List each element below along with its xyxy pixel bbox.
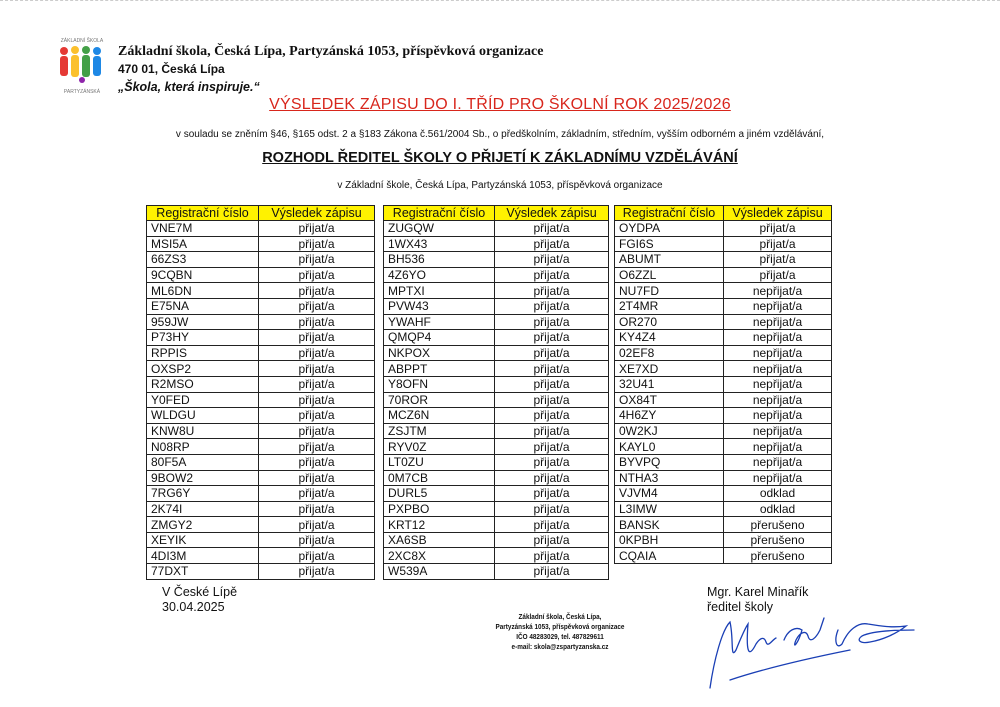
school-logo (56, 36, 108, 96)
registration-number: ZUGQW (384, 221, 495, 237)
registration-number: XA6SB (384, 532, 495, 548)
logo-bottom-text: PARTYZÁNSKÁ (63, 89, 101, 95)
registration-number: 0W2KJ (615, 423, 724, 439)
table-row (147, 423, 375, 439)
enrollment-result: nepřijat/a (724, 408, 832, 424)
registration-number: ML6DN (147, 283, 259, 299)
legal-basis: v souladu se zněním §46, §165 odst. 2 a §183 Zákona č.561/2004 Sb., o předškolním, základním, středním, vyšším odborném a jiném vzdělávání, (175, 129, 825, 140)
table-row (615, 548, 832, 564)
school-address: 470 01, Česká Lípa (118, 62, 225, 76)
col-header-result: Výsledek zápisu (259, 206, 375, 221)
enrollment-result: přijat/a (259, 345, 375, 361)
table-row (615, 423, 832, 439)
registration-number: 66ZS3 (147, 252, 259, 268)
enrollment-result: odklad (724, 486, 832, 502)
table-row (384, 252, 609, 268)
enrollment-result: přijat/a (495, 423, 609, 439)
registration-number: 7RG6Y (147, 486, 259, 502)
table-row (147, 252, 375, 268)
table-row (615, 517, 832, 533)
registration-number: W539A (384, 564, 495, 580)
registration-number: OYDPA (615, 221, 724, 237)
table-row (615, 283, 832, 299)
registration-number: NKPOX (384, 345, 495, 361)
table-row (384, 221, 609, 237)
enrollment-result: přerušeno (724, 532, 832, 548)
enrollment-result: nepřijat/a (724, 470, 832, 486)
table-row (147, 501, 375, 517)
results-table-1 (146, 205, 375, 580)
enrollment-result: přijat/a (495, 501, 609, 517)
table-row (384, 408, 609, 424)
school-stamp (492, 612, 628, 652)
stamp-line: IČO 48283029, tel. 487829611 (516, 632, 604, 641)
table-row (147, 392, 375, 408)
enrollment-result: přijat/a (724, 252, 832, 268)
page-top-edge (0, 0, 1000, 1)
enrollment-result: přijat/a (724, 236, 832, 252)
registration-number: 77DXT (147, 564, 259, 580)
registration-number: XE7XD (615, 361, 724, 377)
enrollment-result: přijat/a (495, 298, 609, 314)
enrollment-result: přerušeno (724, 548, 832, 564)
registration-number: MCZ6N (384, 408, 495, 424)
table-row (384, 532, 609, 548)
table-row (384, 439, 609, 455)
document-title: VÝSLEDEK ZÁPISU DO I. TŘÍD PRO ŠKOLNÍ ROK 2025/2026 (269, 96, 731, 113)
table-row (147, 314, 375, 330)
registration-number: DURL5 (384, 486, 495, 502)
table-row (384, 423, 609, 439)
enrollment-result: přijat/a (259, 314, 375, 330)
col-header-result: Výsledek zápisu (495, 206, 609, 221)
registration-number: ABUMT (615, 252, 724, 268)
registration-number: BYVPQ (615, 454, 724, 470)
enrollment-result: přijat/a (259, 517, 375, 533)
registration-number: KNW8U (147, 423, 259, 439)
enrollment-result: přijat/a (259, 361, 375, 377)
registration-number: 2T4MR (615, 298, 724, 314)
place: V České Lípě (162, 585, 238, 599)
registration-number: VNE7M (147, 221, 259, 237)
enrollment-result: přijat/a (259, 330, 375, 346)
decision-heading: ROZHODL ŘEDITEL ŠKOLY O PŘIJETÍ K ZÁKLADNÍMU VZDĚLÁVÁNÍ (262, 150, 738, 166)
school-line: v Základní škole, Česká Lípa, Partyzánská 1053, příspěvková organizace (337, 180, 663, 191)
table-row (615, 376, 832, 392)
table-row (384, 298, 609, 314)
table-row (615, 392, 832, 408)
table-row (615, 408, 832, 424)
enrollment-result: přijat/a (495, 283, 609, 299)
enrollment-result: přijat/a (495, 252, 609, 268)
enrollment-result: přijat/a (259, 423, 375, 439)
registration-number: FGI6S (615, 236, 724, 252)
enrollment-result: přijat/a (259, 564, 375, 580)
stamp-line: e-mail: skola@zspartyzanska.cz (511, 642, 609, 651)
enrollment-result: přijat/a (495, 314, 609, 330)
table-row (384, 517, 609, 533)
registration-number: ZSJTM (384, 423, 495, 439)
table-row (615, 345, 832, 361)
table-row (615, 314, 832, 330)
enrollment-result: přijat/a (495, 517, 609, 533)
registration-number: 4H6ZY (615, 408, 724, 424)
table-row (147, 408, 375, 424)
enrollment-result: přijat/a (495, 486, 609, 502)
results-table-2 (383, 205, 609, 580)
school-name: Základní škola, Česká Lípa, Partyzánská 1053, příspěvková organizace (118, 44, 544, 59)
table-row (384, 361, 609, 377)
enrollment-result: přijat/a (259, 548, 375, 564)
signatory-name: Mgr. Karel Minařík (707, 585, 809, 599)
enrollment-result: přijat/a (259, 454, 375, 470)
table-row (384, 470, 609, 486)
enrollment-result: přijat/a (724, 267, 832, 283)
enrollment-result: přijat/a (495, 392, 609, 408)
enrollment-result: přijat/a (259, 486, 375, 502)
enrollment-result: nepřijat/a (724, 314, 832, 330)
registration-number: RYV0Z (384, 439, 495, 455)
enrollment-result: přijat/a (495, 439, 609, 455)
col-header-reg: Registrační číslo (615, 206, 724, 221)
registration-number: 2XC8X (384, 548, 495, 564)
table-row (147, 330, 375, 346)
registration-number: PXPBO (384, 501, 495, 517)
table-row (384, 564, 609, 580)
registration-number: R2MSO (147, 376, 259, 392)
registration-number: 32U41 (615, 376, 724, 392)
table-row (615, 486, 832, 502)
enrollment-result: přerušeno (724, 517, 832, 533)
table-row (615, 330, 832, 346)
registration-number: OR270 (615, 314, 724, 330)
enrollment-result: přijat/a (495, 548, 609, 564)
enrollment-result: přijat/a (495, 408, 609, 424)
table-row (147, 454, 375, 470)
enrollment-result: přijat/a (259, 439, 375, 455)
table-row (615, 501, 832, 517)
stamp-line: Základní škola, Česká Lípa, (518, 612, 602, 621)
enrollment-result: přijat/a (259, 283, 375, 299)
registration-number: 80F5A (147, 454, 259, 470)
table-row (147, 439, 375, 455)
table-row (615, 298, 832, 314)
registration-number: 70ROR (384, 392, 495, 408)
table-row (615, 454, 832, 470)
registration-number: OX84T (615, 392, 724, 408)
registration-number: 02EF8 (615, 345, 724, 361)
registration-number: N08RP (147, 439, 259, 455)
enrollment-result: nepřijat/a (724, 283, 832, 299)
place-date (162, 585, 237, 615)
registration-number: 0KPBH (615, 532, 724, 548)
table-row (384, 501, 609, 517)
registration-number: QMQP4 (384, 330, 495, 346)
enrollment-result: nepřijat/a (724, 392, 832, 408)
registration-number: MSI5A (147, 236, 259, 252)
enrollment-result: nepřijat/a (724, 376, 832, 392)
enrollment-result: přijat/a (495, 376, 609, 392)
enrollment-result: nepřijat/a (724, 454, 832, 470)
enrollment-result: nepřijat/a (724, 330, 832, 346)
registration-number: KAYL0 (615, 439, 724, 455)
registration-number: BH536 (384, 252, 495, 268)
table-row (147, 236, 375, 252)
registration-number: VJVM4 (615, 486, 724, 502)
table-row (384, 345, 609, 361)
table-row (384, 283, 609, 299)
registration-number: 2K74I (147, 501, 259, 517)
enrollment-result: nepřijat/a (724, 361, 832, 377)
enrollment-result: přijat/a (259, 267, 375, 283)
registration-number: Y8OFN (384, 376, 495, 392)
enrollment-result: přijat/a (495, 267, 609, 283)
table-row (615, 361, 832, 377)
table-row (384, 267, 609, 283)
registration-number: XEYIK (147, 532, 259, 548)
registration-number: Y0FED (147, 392, 259, 408)
enrollment-result: přijat/a (724, 221, 832, 237)
enrollment-result: přijat/a (259, 392, 375, 408)
school-motto: „Škola, která inspiruje.“ (118, 80, 260, 94)
table-row (615, 267, 832, 283)
registration-number: P73HY (147, 330, 259, 346)
signatory-role: ředitel školy (707, 600, 773, 614)
registration-number: ZMGY2 (147, 517, 259, 533)
enrollment-result: přijat/a (259, 376, 375, 392)
enrollment-result: nepřijat/a (724, 423, 832, 439)
registration-number: O6ZZL (615, 267, 724, 283)
table-row (615, 470, 832, 486)
registration-number: 0M7CB (384, 470, 495, 486)
registration-number: KRT12 (384, 517, 495, 533)
registration-number: YWAHF (384, 314, 495, 330)
col-header-result: Výsledek zápisu (724, 206, 832, 221)
enrollment-result: přijat/a (495, 454, 609, 470)
registration-number: NTHA3 (615, 470, 724, 486)
table-row (384, 486, 609, 502)
registration-number: E75NA (147, 298, 259, 314)
enrollment-result: přijat/a (259, 470, 375, 486)
table-row (384, 314, 609, 330)
enrollment-result: přijat/a (495, 564, 609, 580)
enrollment-result: nepřijat/a (724, 345, 832, 361)
table-row (615, 532, 832, 548)
enrollment-result: nepřijat/a (724, 439, 832, 455)
table-row (147, 361, 375, 377)
enrollment-result: přijat/a (259, 408, 375, 424)
enrollment-result: odklad (724, 501, 832, 517)
registration-number: 9BOW2 (147, 470, 259, 486)
table-row (147, 470, 375, 486)
table-row (147, 267, 375, 283)
col-header-reg: Registrační číslo (147, 206, 259, 221)
registration-number: 4DI3M (147, 548, 259, 564)
table-row (147, 517, 375, 533)
registration-number: 9CQBN (147, 267, 259, 283)
table-row (147, 548, 375, 564)
table-row (147, 298, 375, 314)
table-row (384, 548, 609, 564)
logo-top-text: ZÁKLADNÍ ŠKOLA (60, 38, 104, 44)
registration-number: WLDGU (147, 408, 259, 424)
table-row (384, 236, 609, 252)
enrollment-result: přijat/a (495, 361, 609, 377)
registration-number: 1WX43 (384, 236, 495, 252)
enrollment-result: přijat/a (259, 532, 375, 548)
table-row (147, 221, 375, 237)
enrollment-result: přijat/a (495, 470, 609, 486)
table-row (615, 221, 832, 237)
enrollment-result: přijat/a (259, 298, 375, 314)
registration-number: ABPPT (384, 361, 495, 377)
table-row (147, 486, 375, 502)
registration-number: BANSK (615, 517, 724, 533)
date: 30.04.2025 (162, 600, 225, 614)
stamp-line: Partyzánská 1053, příspěvková organizace (495, 622, 625, 631)
table-row (384, 330, 609, 346)
registration-number: LT0ZU (384, 454, 495, 470)
registration-number: NU7FD (615, 283, 724, 299)
registration-number: RPPIS (147, 345, 259, 361)
table-row (615, 236, 832, 252)
enrollment-result: přijat/a (259, 236, 375, 252)
results-table-3 (614, 205, 832, 564)
enrollment-result: přijat/a (259, 221, 375, 237)
table-row (147, 376, 375, 392)
col-header-reg: Registrační číslo (384, 206, 495, 221)
enrollment-result: přijat/a (495, 532, 609, 548)
table-row (147, 283, 375, 299)
registration-number: 959JW (147, 314, 259, 330)
table-row (384, 454, 609, 470)
registration-number: KY4Z4 (615, 330, 724, 346)
enrollment-result: přijat/a (495, 221, 609, 237)
table-row (147, 532, 375, 548)
registration-number: OXSP2 (147, 361, 259, 377)
enrollment-result: přijat/a (495, 236, 609, 252)
registration-number: 4Z6YO (384, 267, 495, 283)
registration-number: L3IMW (615, 501, 724, 517)
enrollment-result: přijat/a (495, 345, 609, 361)
enrollment-result: přijat/a (495, 330, 609, 346)
registration-number: PVW43 (384, 298, 495, 314)
table-row (384, 376, 609, 392)
registration-number: CQAIA (615, 548, 724, 564)
handwritten-signature (700, 600, 940, 700)
table-row (615, 252, 832, 268)
enrollment-result: přijat/a (259, 252, 375, 268)
table-row (615, 439, 832, 455)
enrollment-result: přijat/a (259, 501, 375, 517)
enrollment-result: nepřijat/a (724, 298, 832, 314)
table-row (384, 392, 609, 408)
table-row (147, 564, 375, 580)
registration-number: MPTXI (384, 283, 495, 299)
table-row (147, 345, 375, 361)
